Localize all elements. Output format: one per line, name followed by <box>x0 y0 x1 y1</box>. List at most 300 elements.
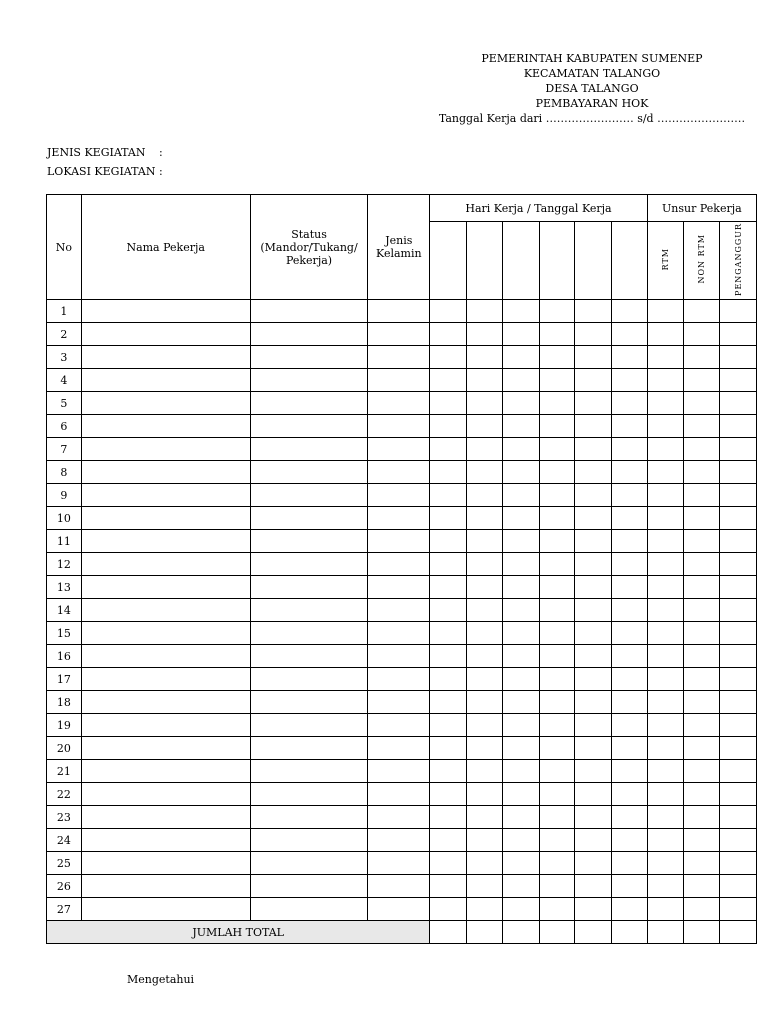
empty-cell <box>720 783 757 806</box>
empty-cell <box>250 760 368 783</box>
empty-cell <box>611 829 647 852</box>
empty-cell <box>539 599 575 622</box>
work-day-cell <box>467 222 503 300</box>
empty-cell <box>250 507 368 530</box>
empty-cell <box>720 875 757 898</box>
empty-cell <box>250 392 368 415</box>
empty-cell <box>250 622 368 645</box>
table-row <box>47 599 757 622</box>
empty-cell <box>81 829 250 852</box>
empty-cell <box>467 530 503 553</box>
empty-cell <box>575 323 612 346</box>
empty-cell <box>647 898 684 921</box>
empty-cell <box>250 438 368 461</box>
empty-cell <box>575 415 612 438</box>
table-row <box>47 691 757 714</box>
empty-cell <box>368 691 430 714</box>
total-cell <box>467 921 503 944</box>
empty-cell <box>502 875 539 898</box>
table-row <box>47 530 757 553</box>
table-row <box>47 760 757 783</box>
total-cell <box>575 921 612 944</box>
empty-cell <box>539 300 575 323</box>
row-number: 18 <box>47 691 82 714</box>
table-row <box>47 875 757 898</box>
empty-cell <box>467 622 503 645</box>
empty-cell <box>250 898 368 921</box>
empty-cell <box>502 576 539 599</box>
empty-cell <box>684 300 720 323</box>
empty-cell <box>720 622 757 645</box>
empty-cell <box>539 530 575 553</box>
empty-cell <box>684 622 720 645</box>
empty-cell <box>368 875 430 898</box>
empty-cell <box>502 323 539 346</box>
header-district: KECAMATAN TALANGO <box>523 67 661 80</box>
empty-cell <box>467 599 503 622</box>
empty-cell <box>368 783 430 806</box>
empty-cell <box>647 622 684 645</box>
work-day-cell <box>430 222 467 300</box>
row-number: 12 <box>47 553 82 576</box>
empty-cell <box>575 346 612 369</box>
empty-cell <box>611 461 647 484</box>
empty-cell <box>720 323 757 346</box>
empty-cell <box>611 346 647 369</box>
empty-cell <box>81 300 250 323</box>
empty-cell <box>539 622 575 645</box>
empty-cell <box>502 461 539 484</box>
table-row <box>47 898 757 921</box>
empty-cell <box>611 737 647 760</box>
empty-cell <box>684 346 720 369</box>
empty-cell <box>720 806 757 829</box>
empty-cell <box>467 829 503 852</box>
empty-cell <box>539 645 575 668</box>
empty-cell <box>502 806 539 829</box>
empty-cell <box>81 553 250 576</box>
empty-cell <box>611 783 647 806</box>
empty-cell <box>539 576 575 599</box>
empty-cell <box>611 875 647 898</box>
empty-cell <box>250 530 368 553</box>
empty-cell <box>467 438 503 461</box>
empty-cell <box>502 484 539 507</box>
empty-cell <box>720 392 757 415</box>
empty-cell <box>467 806 503 829</box>
empty-cell <box>467 300 503 323</box>
empty-cell <box>539 714 575 737</box>
empty-cell <box>684 760 720 783</box>
empty-cell <box>647 599 684 622</box>
empty-cell <box>467 737 503 760</box>
empty-cell <box>368 530 430 553</box>
empty-cell <box>539 346 575 369</box>
empty-cell <box>647 553 684 576</box>
total-label: JUMLAH TOTAL <box>47 921 430 944</box>
empty-cell <box>81 461 250 484</box>
empty-cell <box>368 484 430 507</box>
empty-cell <box>684 806 720 829</box>
empty-cell <box>684 829 720 852</box>
empty-cell <box>720 484 757 507</box>
empty-cell <box>575 576 612 599</box>
empty-cell <box>467 898 503 921</box>
empty-cell <box>81 645 250 668</box>
empty-cell <box>611 300 647 323</box>
empty-cell <box>81 806 250 829</box>
total-cell <box>684 921 720 944</box>
column-header-gender <box>368 195 430 300</box>
empty-cell <box>467 852 503 875</box>
empty-cell <box>430 668 467 691</box>
empty-cell <box>647 829 684 852</box>
empty-cell <box>250 852 368 875</box>
empty-cell <box>250 875 368 898</box>
activity-type-field <box>47 146 163 159</box>
empty-cell <box>720 461 757 484</box>
row-number: 13 <box>47 576 82 599</box>
empty-cell <box>647 714 684 737</box>
empty-cell <box>430 553 467 576</box>
empty-cell <box>81 760 250 783</box>
empty-cell <box>250 599 368 622</box>
empty-cell <box>720 645 757 668</box>
empty-cell <box>502 898 539 921</box>
empty-cell <box>502 691 539 714</box>
empty-cell <box>502 369 539 392</box>
empty-cell <box>368 461 430 484</box>
empty-cell <box>539 415 575 438</box>
total-cell <box>647 921 684 944</box>
empty-cell <box>368 599 430 622</box>
row-number: 1 <box>47 300 82 323</box>
empty-cell <box>647 484 684 507</box>
empty-cell <box>81 898 250 921</box>
row-number: 20 <box>47 737 82 760</box>
empty-cell <box>684 576 720 599</box>
row-number: 27 <box>47 898 82 921</box>
empty-cell <box>575 484 612 507</box>
row-number: 3 <box>47 346 82 369</box>
empty-cell <box>81 392 250 415</box>
empty-cell <box>430 530 467 553</box>
empty-cell <box>467 461 503 484</box>
empty-cell <box>430 599 467 622</box>
empty-cell <box>575 714 612 737</box>
table-row <box>47 300 757 323</box>
empty-cell <box>250 668 368 691</box>
empty-cell <box>467 668 503 691</box>
empty-cell <box>647 369 684 392</box>
column-header-status-text: Status (Mandor/Tukang/ Pekerja) <box>260 227 358 267</box>
empty-cell <box>430 645 467 668</box>
empty-cell <box>430 438 467 461</box>
empty-cell <box>647 645 684 668</box>
empty-cell <box>684 415 720 438</box>
empty-cell <box>539 737 575 760</box>
empty-cell <box>539 461 575 484</box>
empty-cell <box>430 392 467 415</box>
empty-cell <box>647 691 684 714</box>
empty-cell <box>250 829 368 852</box>
empty-cell <box>250 461 368 484</box>
empty-cell <box>720 737 757 760</box>
empty-cell <box>502 346 539 369</box>
row-number: 16 <box>47 645 82 668</box>
empty-cell <box>575 507 612 530</box>
row-number: 5 <box>47 392 82 415</box>
empty-cell <box>575 806 612 829</box>
empty-cell <box>502 783 539 806</box>
empty-cell <box>502 507 539 530</box>
empty-cell <box>720 530 757 553</box>
empty-cell <box>684 714 720 737</box>
empty-cell <box>720 346 757 369</box>
empty-cell <box>575 300 612 323</box>
row-number: 9 <box>47 484 82 507</box>
header-village: DESA TALANGO <box>545 82 639 95</box>
empty-cell <box>502 668 539 691</box>
empty-cell <box>539 829 575 852</box>
empty-cell <box>430 783 467 806</box>
empty-cell <box>720 714 757 737</box>
empty-cell <box>467 760 503 783</box>
empty-cell <box>611 852 647 875</box>
empty-cell <box>81 852 250 875</box>
total-cell <box>539 921 575 944</box>
row-number: 26 <box>47 875 82 898</box>
empty-cell <box>81 668 250 691</box>
empty-cell <box>611 484 647 507</box>
empty-cell <box>502 622 539 645</box>
total-cell <box>502 921 539 944</box>
column-header-rtm <box>647 222 684 300</box>
empty-cell <box>502 415 539 438</box>
empty-cell <box>720 599 757 622</box>
table-row <box>47 622 757 645</box>
empty-cell <box>684 645 720 668</box>
empty-cell <box>250 645 368 668</box>
empty-cell <box>467 484 503 507</box>
empty-cell <box>575 668 612 691</box>
row-number: 25 <box>47 852 82 875</box>
empty-cell <box>539 806 575 829</box>
row-number: 4 <box>47 369 82 392</box>
empty-cell <box>467 369 503 392</box>
empty-cell <box>368 668 430 691</box>
empty-cell <box>81 576 250 599</box>
work-day-cell <box>575 222 612 300</box>
empty-cell <box>575 852 612 875</box>
table-row <box>47 576 757 599</box>
column-header-worker-name: Nama Pekerja <box>81 195 250 300</box>
table-row <box>47 484 757 507</box>
empty-cell <box>539 369 575 392</box>
empty-cell <box>250 691 368 714</box>
empty-cell <box>720 691 757 714</box>
empty-cell <box>720 898 757 921</box>
empty-cell <box>575 530 612 553</box>
empty-cell <box>611 622 647 645</box>
empty-cell <box>647 346 684 369</box>
empty-cell <box>368 829 430 852</box>
empty-cell <box>611 668 647 691</box>
empty-cell <box>81 599 250 622</box>
empty-cell <box>368 553 430 576</box>
empty-cell <box>81 691 250 714</box>
empty-cell <box>575 829 612 852</box>
empty-cell <box>647 392 684 415</box>
empty-cell <box>647 507 684 530</box>
header-date-range: Tanggal Kerja dari …………………… s/d …………………… <box>438 112 746 125</box>
work-day-cell <box>611 222 647 300</box>
table-row <box>47 783 757 806</box>
table-row <box>47 852 757 875</box>
empty-cell <box>368 438 430 461</box>
activity-location-separator: : <box>159 165 163 178</box>
empty-cell <box>250 300 368 323</box>
empty-cell <box>575 875 612 898</box>
empty-cell <box>81 622 250 645</box>
empty-cell <box>250 323 368 346</box>
activity-location-field <box>47 165 163 178</box>
empty-cell <box>647 323 684 346</box>
table-row <box>47 461 757 484</box>
column-header-unemployed <box>720 222 757 300</box>
row-number: 6 <box>47 415 82 438</box>
empty-cell <box>539 323 575 346</box>
empty-cell <box>575 392 612 415</box>
empty-cell <box>684 599 720 622</box>
empty-cell <box>467 507 503 530</box>
row-number: 22 <box>47 783 82 806</box>
empty-cell <box>575 553 612 576</box>
column-header-work-days: Hari Kerja / Tanggal Kerja <box>430 195 647 222</box>
empty-cell <box>250 783 368 806</box>
empty-cell <box>575 622 612 645</box>
total-cell <box>720 921 757 944</box>
empty-cell <box>684 392 720 415</box>
empty-cell <box>502 829 539 852</box>
empty-cell <box>611 760 647 783</box>
column-header-worker-category: Unsur Pekerja <box>647 195 756 222</box>
table-row <box>47 438 757 461</box>
empty-cell <box>368 323 430 346</box>
empty-cell <box>430 806 467 829</box>
empty-cell <box>720 300 757 323</box>
empty-cell <box>684 369 720 392</box>
empty-cell <box>647 300 684 323</box>
empty-cell <box>250 369 368 392</box>
empty-cell <box>430 369 467 392</box>
empty-cell <box>502 645 539 668</box>
empty-cell <box>502 852 539 875</box>
row-number: 14 <box>47 599 82 622</box>
payment-table-container <box>46 194 743 954</box>
empty-cell <box>539 898 575 921</box>
empty-cell <box>611 530 647 553</box>
table-row <box>47 645 757 668</box>
empty-cell <box>250 806 368 829</box>
empty-cell <box>502 300 539 323</box>
table-row <box>47 507 757 530</box>
empty-cell <box>81 530 250 553</box>
empty-cell <box>467 323 503 346</box>
empty-cell <box>430 300 467 323</box>
empty-cell <box>467 553 503 576</box>
table-row <box>47 323 757 346</box>
empty-cell <box>539 668 575 691</box>
empty-cell <box>684 530 720 553</box>
empty-cell <box>720 829 757 852</box>
empty-cell <box>250 576 368 599</box>
empty-cell <box>575 760 612 783</box>
empty-cell <box>467 346 503 369</box>
empty-cell <box>430 622 467 645</box>
empty-cell <box>250 484 368 507</box>
empty-cell <box>647 668 684 691</box>
empty-cell <box>502 553 539 576</box>
activity-type-label: JENIS KEGIATAN <box>47 146 146 159</box>
empty-cell <box>611 645 647 668</box>
empty-cell <box>430 898 467 921</box>
empty-cell <box>467 645 503 668</box>
empty-cell <box>611 507 647 530</box>
empty-cell <box>720 369 757 392</box>
row-number: 11 <box>47 530 82 553</box>
activity-type-separator: : <box>159 146 163 159</box>
empty-cell <box>684 553 720 576</box>
empty-cell <box>368 645 430 668</box>
empty-cell <box>368 576 430 599</box>
column-header-status <box>250 195 368 300</box>
empty-cell <box>575 438 612 461</box>
column-header-non-rtm <box>684 222 720 300</box>
empty-cell <box>720 668 757 691</box>
empty-cell <box>467 714 503 737</box>
non-rtm-label: NON RTM <box>697 234 707 284</box>
acknowledgement-label: Mengetahui <box>127 973 195 986</box>
empty-cell <box>368 898 430 921</box>
table-row <box>47 392 757 415</box>
empty-cell <box>684 691 720 714</box>
empty-cell <box>611 392 647 415</box>
empty-cell <box>575 898 612 921</box>
empty-cell <box>430 346 467 369</box>
empty-cell <box>430 576 467 599</box>
empty-cell <box>575 737 612 760</box>
empty-cell <box>684 737 720 760</box>
empty-cell <box>81 507 250 530</box>
empty-cell <box>368 507 430 530</box>
empty-cell <box>539 553 575 576</box>
empty-cell <box>430 507 467 530</box>
row-number: 17 <box>47 668 82 691</box>
empty-cell <box>647 576 684 599</box>
empty-cell <box>430 829 467 852</box>
empty-cell <box>81 346 250 369</box>
empty-cell <box>81 323 250 346</box>
table-row <box>47 806 757 829</box>
header-title: PEMBAYARAN HOK <box>535 97 649 110</box>
total-cell <box>430 921 467 944</box>
empty-cell <box>368 622 430 645</box>
empty-cell <box>647 806 684 829</box>
empty-cell <box>539 438 575 461</box>
empty-cell <box>684 438 720 461</box>
empty-cell <box>611 553 647 576</box>
